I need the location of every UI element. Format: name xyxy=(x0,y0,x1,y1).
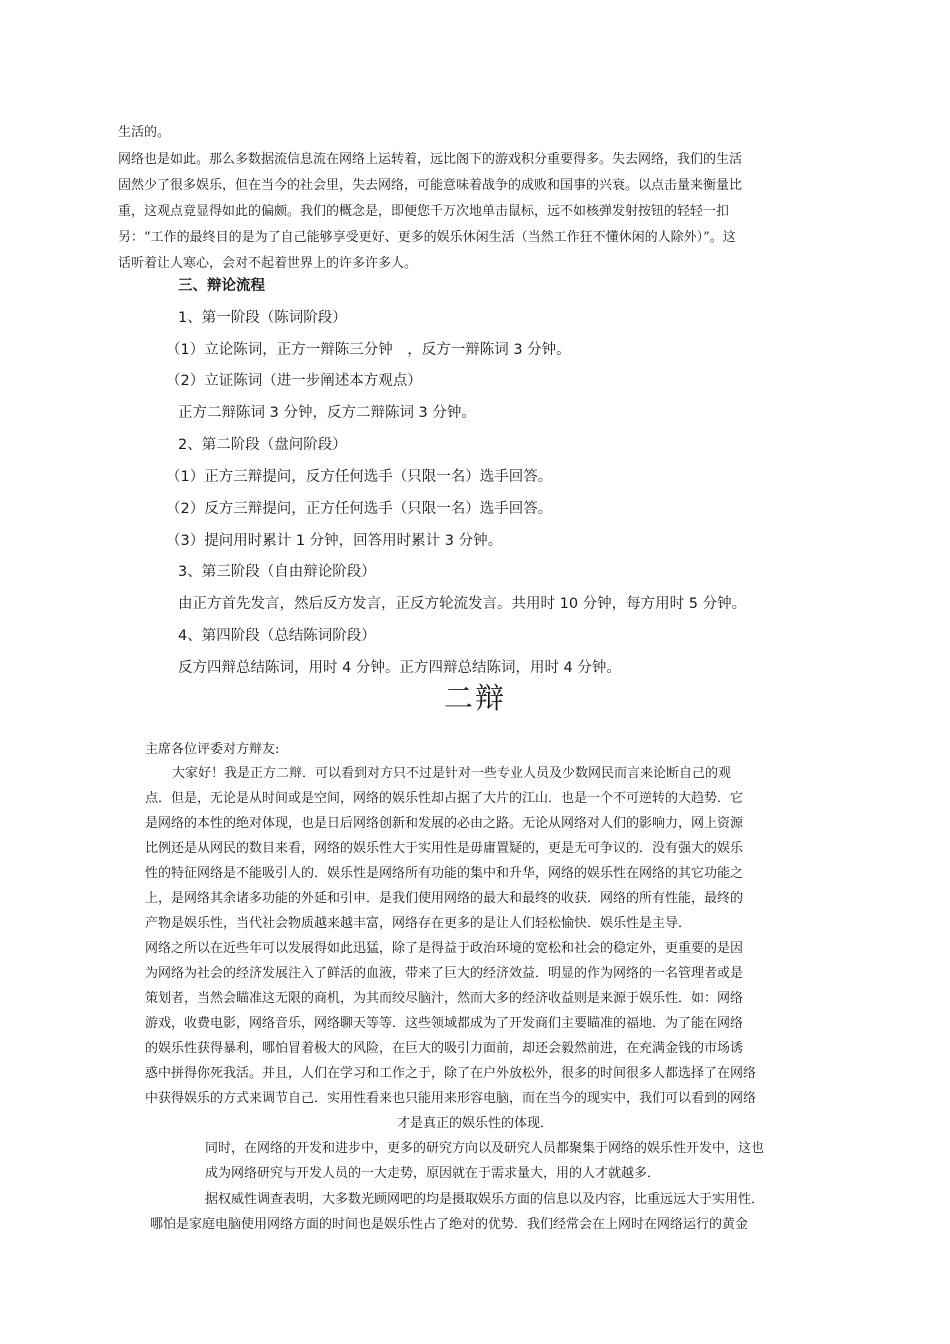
speech-line: 中获得娱乐的方式来调节自己．实用性看来也只能用来形容电脑，而在当今的现实中，我们可以看到的网络 xyxy=(145,1091,757,1106)
speech-line: 惑中拼得你死我活。并且，人们在学习和工作之于，除了在户外放松外，很多的时间很多人都选择了在网络 xyxy=(145,1066,757,1081)
speech-line: 点．但是，无论是从时间或是空间，网络的娱乐性却占据了大片的江山．也是一个不可逆转的大趋势．它 xyxy=(145,791,744,806)
speech-line: 性的特征网络是不能吸引人的．娱乐性是网络所有功能的集中和升华，网络的娱乐性在网络的其它功能之 xyxy=(145,866,744,881)
stage-item: （1）立论陈词，正方一辩陈三分钟 ，反方一辩陈词 3 分钟。 xyxy=(166,342,571,358)
speech-line: 网络之所以在近些年可以发展得如此迅猛，除了是得益于政治环境的宽松和社会的稳定外，更重要的是因 xyxy=(145,941,744,956)
speech-salutation: 主席各位评委对方辩友: xyxy=(145,742,280,757)
text-line: 另：“工作的最终目的是为了自己能够享受更好、更多的娱乐休闲生活（当然工作狂不懂休闲的人除外）”。这 xyxy=(118,230,736,245)
stage-item: 反方四辩总结陈词，用时 4 分钟。正方四辩总结陈词，用时 4 分钟。 xyxy=(178,660,621,676)
text-line: 固然少了很多娱乐，但在当今的社会里，失去网络，可能意味着战争的成败和国事的兴衰。以点击量来衡量比 xyxy=(118,178,743,193)
speech-line: 大家好！我是正方二辩．可以看到对方只不过是针对一些专业人员及少数网民而言来论断自己的观 xyxy=(172,766,732,781)
speech-line: 才是真正的娱乐性的体现． xyxy=(396,1116,553,1131)
speech-line: 同时，在网络的开发和进步中，更多的研究方向以及研究人员都聚集于网络的娱乐性开发中，这也 xyxy=(205,1141,765,1156)
text-line: 生活的。 xyxy=(118,125,171,140)
speech-line: 是网络的本性的绝对体现，也是日后网络创新和发展的必由之路。无论从网络对人们的影响力，网上资源 xyxy=(145,816,744,831)
stage-item: 3、第三阶段（自由辩论阶段） xyxy=(178,564,376,580)
stage-item: （2）立证陈词（进一步阐述本方观点） xyxy=(166,373,422,389)
stage-item: 2、第二阶段（盘问阶段） xyxy=(178,437,347,453)
stage-item: （3）提问用时累计 1 分钟，回答用时累计 3 分钟。 xyxy=(166,533,503,549)
speech-line: 成为网络研究与开发人员的一大走势，原因就在于需求量大，用的人才就越多． xyxy=(205,1166,661,1181)
stage-item: （2）反方三辩提问，正方任何选手（只限一名）选手回答。 xyxy=(166,501,553,517)
speech-line: 上，是网络其余诸多功能的外延和引申．是我们使用网络的最大和最终的收获．网络的所有性能，最终的 xyxy=(145,891,744,906)
stage-item: 正方二辩陈词 3 分钟，反方二辩陈词 3 分钟。 xyxy=(178,405,476,421)
speech-line: 据权威性调查表明，大多数光顾网吧的均是摄取娱乐方面的信息以及内容，比重远远大于实用性． xyxy=(205,1192,765,1207)
speech-line: 策划者，当然会瞄准这无限的商机，为其而绞尽脑汁，然而大多的经济收益则是来源于娱乐性．如：网络 xyxy=(145,991,744,1006)
stage-item: （1）正方三辩提问，反方任何选手（只限一名）选手回答。 xyxy=(166,469,553,485)
text-line: 网络也是如此。那么多数据流信息流在网络上运转着，远比阁下的游戏积分重要得多。失去网络，我们的生活 xyxy=(118,152,743,167)
speech-line: 游戏，收费电影，网络音乐，网络聊天等等．这些领域都成为了开发商们主要瞄准的福地．为了能在网络 xyxy=(145,1016,744,1031)
section-heading: 三、辩论流程 xyxy=(178,278,265,294)
stage-item: 1、第一阶段（陈词阶段） xyxy=(178,310,347,326)
speech-line: 比例还是从网民的数目来看，网络的娱乐性大于实用性是毋庸置疑的，更是无可争议的．没有强大的娱乐 xyxy=(145,841,744,856)
speech-line: 为网络为社会的经济发展注入了鲜活的血液，带来了巨大的经济效益．明显的作为网络的一名管理者或是 xyxy=(145,966,744,981)
text-line: 重，这观点竟显得如此的偏颇。我们的概念是，即便您千万次地单击鼠标，远不如核弹发射按钮的轻轻一扣 xyxy=(118,204,730,219)
speech-title: 二辩 xyxy=(443,681,506,715)
stage-item: 4、第四阶段（总结陈词阶段） xyxy=(178,628,376,644)
speech-line: 产物是娱乐性，当代社会物质越来越丰富，网络存在更多的是让人们轻松愉快．娱乐性是主导． xyxy=(145,916,692,931)
speech-line: 哪怕是家庭电脑使用网络方面的时间也是娱乐性占了绝对的优势．我们经常会在上网时在网络运行的黄金 xyxy=(150,1217,749,1232)
speech-line: 的娱乐性获得暴利，哪怕冒着极大的风险，在巨大的吸引力面前，却还会毅然前进，在充满金钱的市场诱 xyxy=(145,1041,744,1056)
stage-item: 由正方首先发言，然后反方发言，正反方轮流发言。共用时 10 分钟，每方用时 5 分钟。 xyxy=(178,596,747,612)
text-line: 话听着让人寒心，会对不起着世界上的许多许多人。 xyxy=(118,256,418,271)
